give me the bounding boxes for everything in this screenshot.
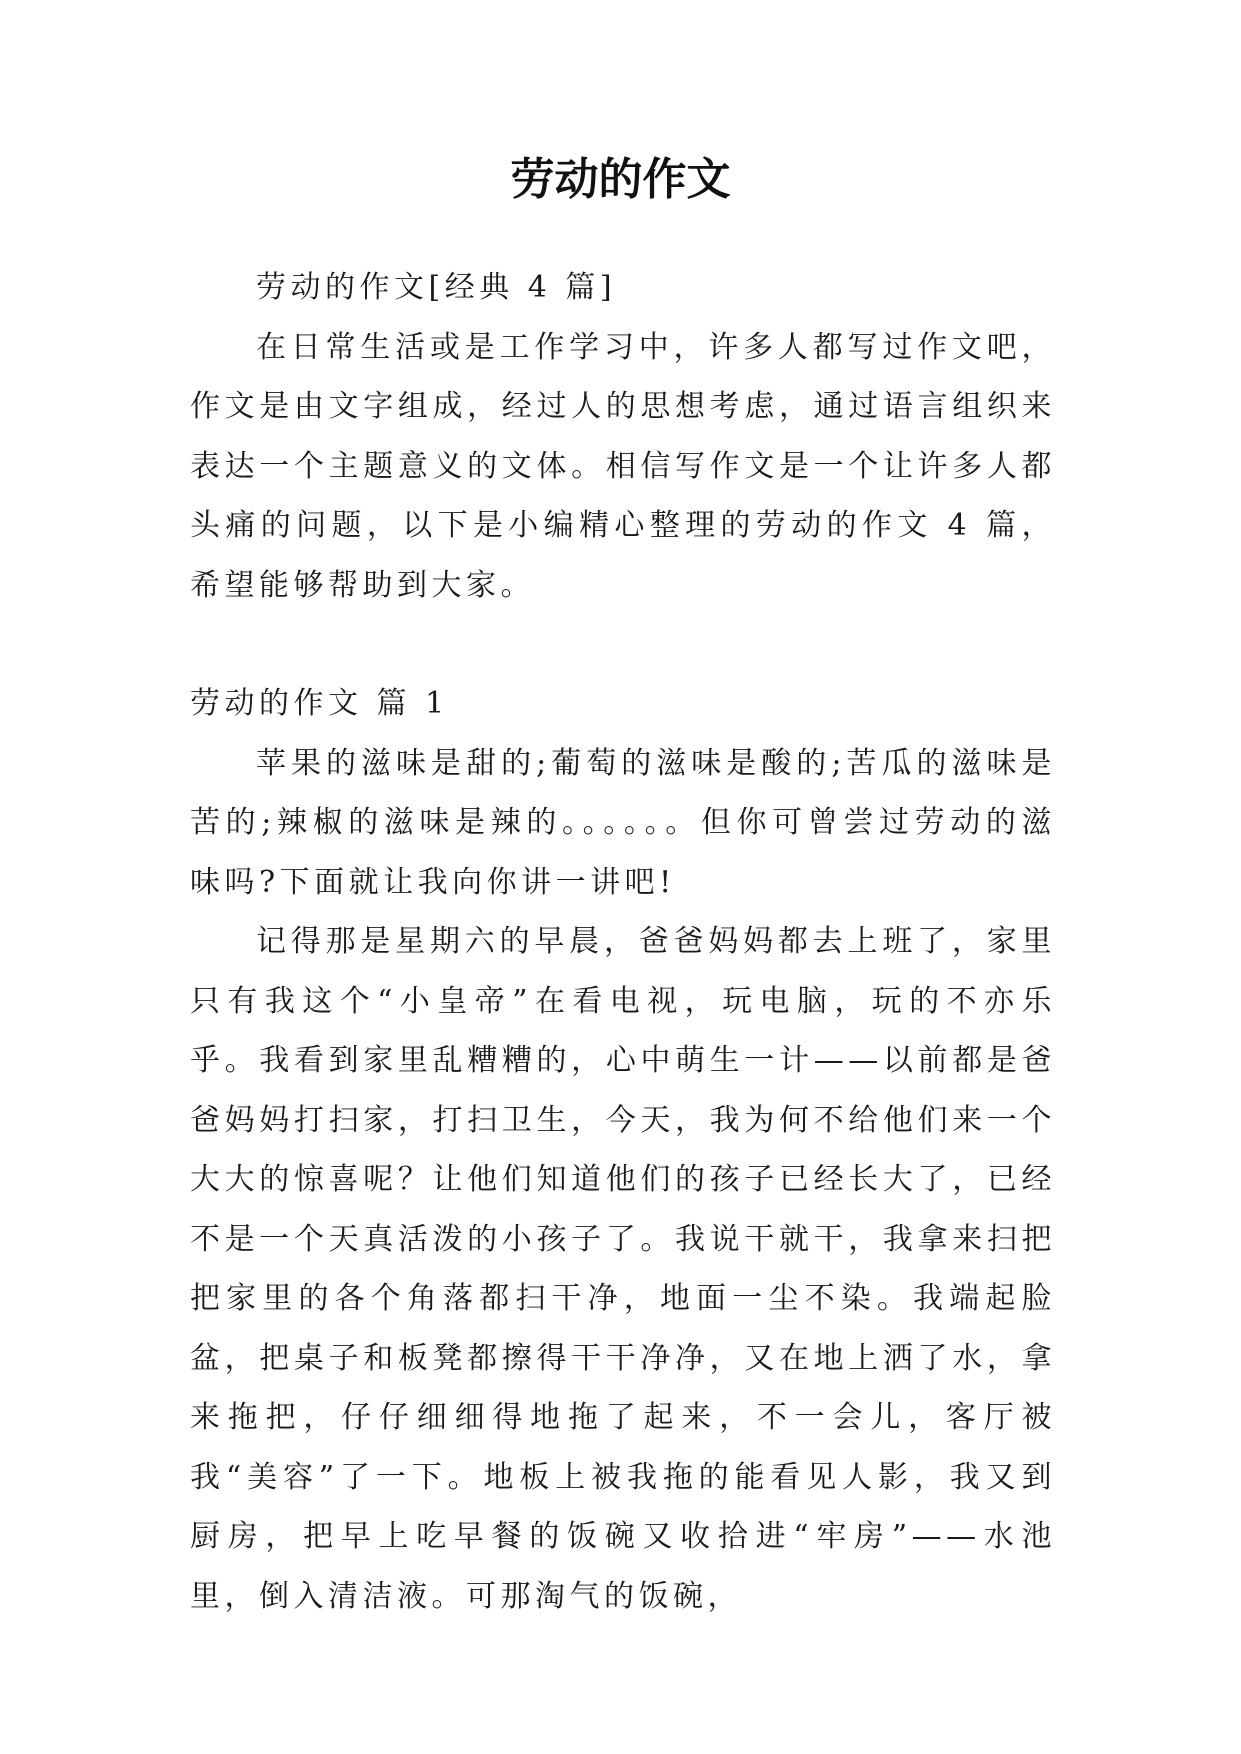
section-heading: 劳动的作文 篇 1	[190, 686, 449, 721]
document-body	[190, 258, 1056, 1626]
section-paragraph-2: 记得那是星期六的早晨，爸爸妈妈都去上班了，家里只有我这个“小皇帝”在看电视，玩电脑，玩的不亦乐乎。我看到家里乱糟糟的，心中萌生一计——以前都是爸爸妈妈打扫家，打扫卫生，今天，我为何不给他们来一个大大的惊喜呢？让他们知道他们的孩子已经长大了，已经不是一个天真活泼的小孩子了。我说干就干，我拿来扫把把家里的各个角落都扫干净，地面一尘不染。我端起脸盆，把桌子和板凳都擦得干干净净，又在地上洒了水，拿来拖把，仔仔细细得地拖了起来，不一会儿，客厅被我“美容”了一下。地板上被我拖的能看见人影，我又到厨房，把早上吃早餐的饭碗又收拾进“牢房”——水池里，倒入清洁液。可那淘气的饭碗，	[190, 924, 1056, 1614]
intro-paragraph: 在日常生活或是工作学习中，许多人都写过作文吧，作文是由文字组成，经过人的思想考虑，通过语言组织来表达一个主题意义的文体。相信写作文是一个让许多人都头痛的问题，以下是小编精心整理的劳动的作文 4 篇，希望能够帮助到大家。	[190, 329, 1056, 603]
document-subtitle: 劳动的作文[经典 4 篇]	[256, 270, 617, 305]
section-paragraph-1: 苹果的滋味是甜的;葡萄的滋味是酸的;苦瓜的滋味是苦的;辣椒的滋味是辣的。。。。。。但你可曾尝过劳动的滋味吗?下面就让我向你讲一讲吧!	[190, 745, 1056, 900]
document-title: 劳动的作文	[510, 154, 731, 205]
